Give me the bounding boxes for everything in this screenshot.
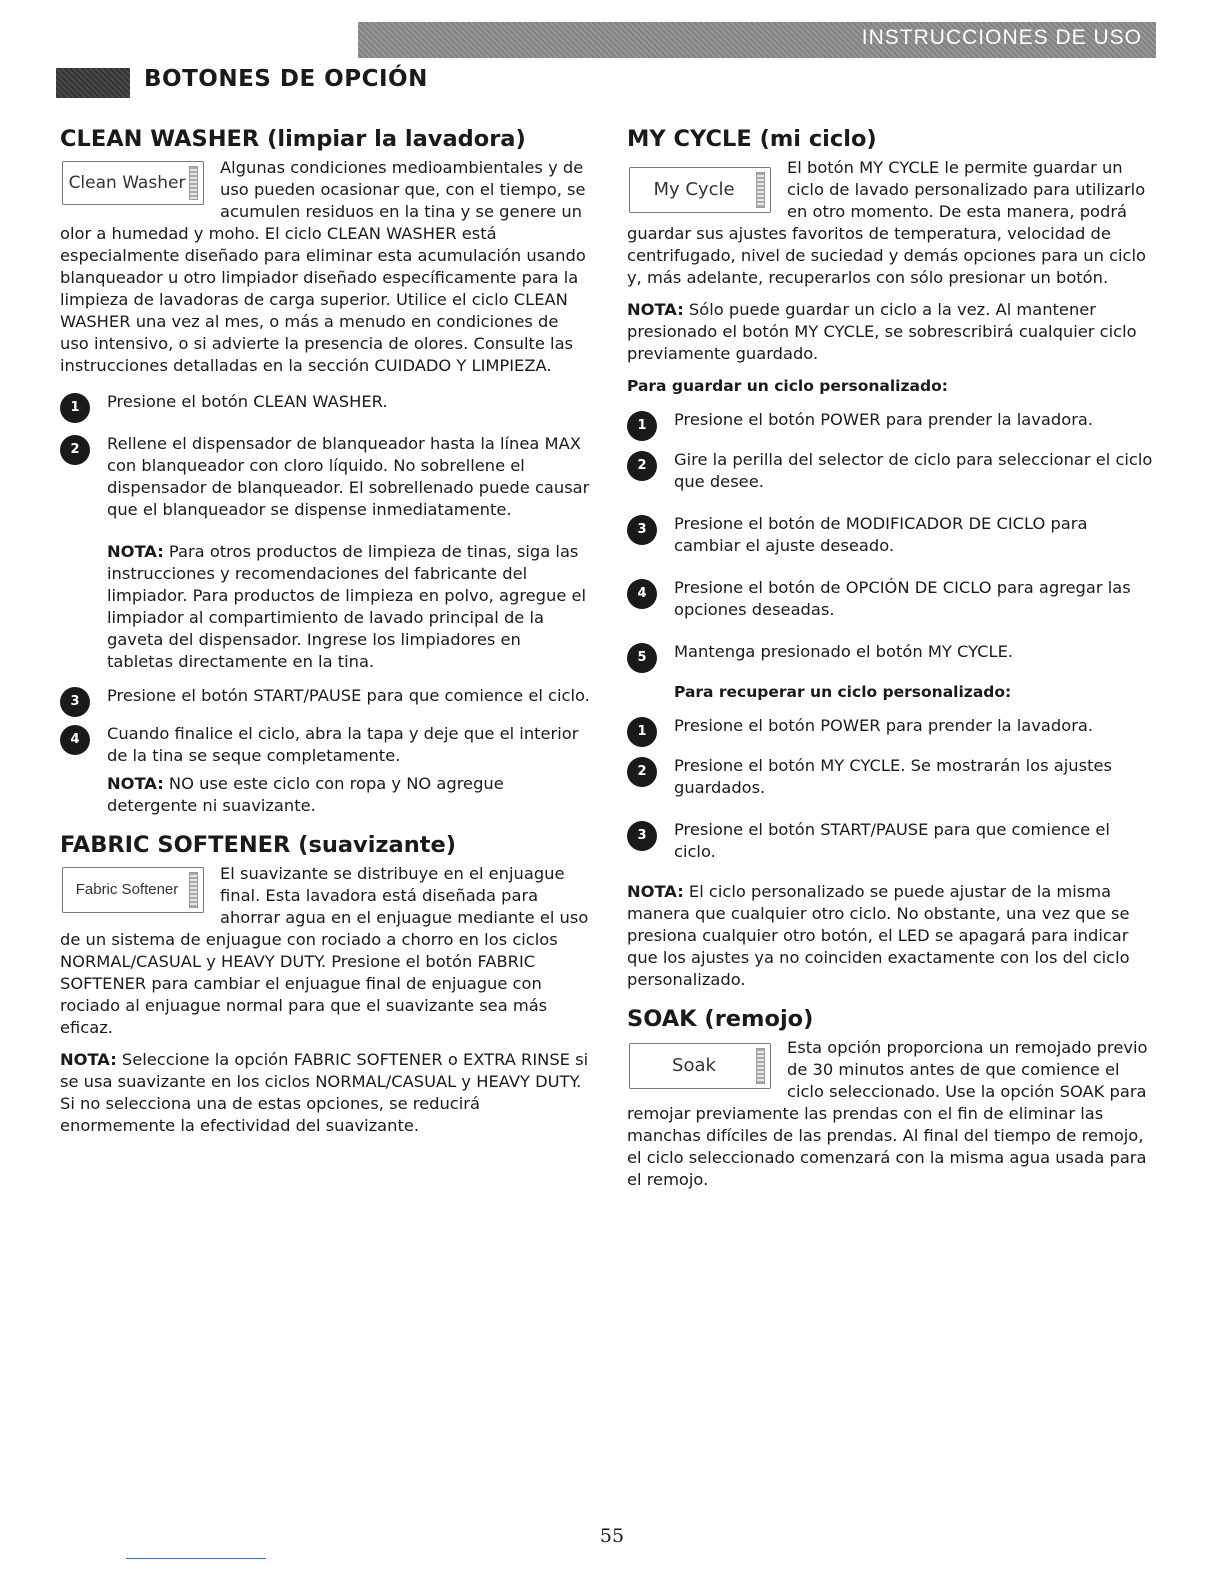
step-number-badge: 2 <box>60 435 90 465</box>
soak-button-image <box>629 1043 771 1089</box>
recall-step-1: 1 Presione el botón POWER para prender la lavadora. <box>627 715 1154 737</box>
clean-washer-button-label: Clean Washer <box>68 173 186 193</box>
step-number-badge: 1 <box>627 717 657 747</box>
step-number-badge: 4 <box>627 579 657 609</box>
button-ridge <box>189 166 198 200</box>
footer-rule <box>126 1558 266 1559</box>
clean-washer-note-2: NOTA: NO use este ciclo con ropa y NO agregue detergente ni suavizante. <box>107 774 504 815</box>
save-step-4: 4 Presione el botón de OPCIÓN DE CICLO para agregar las opciones deseadas. <box>627 577 1154 621</box>
soak-intro: Soak Esta opción proporciona un remojado previo de 30 minutos antes de que comience el ciclo seleccionado. Use la opción SOAK para remojar previamente las prendas con el fin de eliminar las manchas difíciles de las prendas. Al final del tiempo de remojo, el ciclo seleccionado comenzará con la misma agua usada para el remojo. <box>627 1038 1148 1189</box>
clean-washer-button-image <box>62 161 204 205</box>
step-number-badge: 5 <box>627 643 657 673</box>
section-marker <box>56 68 130 98</box>
my-cycle-note-1: NOTA: Sólo puede guardar un ciclo a la vez. Al mantener presionado el botón MY CYCLE, se sobrescribirá cualquier ciclo previamente guardado. <box>627 300 1137 363</box>
step-number-badge: 1 <box>60 393 90 423</box>
step-number-badge: 4 <box>60 725 90 755</box>
save-cycle-heading: Para guardar un ciclo personalizado: <box>627 377 948 395</box>
clean-washer-step-4: 4 Cuando finalice el ciclo, abra la tapa y deje que el interior de la tina se seque completamente. <box>60 723 590 767</box>
my-cycle-note-2: NOTA: El ciclo personalizado se puede ajustar de la misma manera que cualquier otro ciclo. No obstante, una vez que se presiona cualquier otro botón, el LED se apagará para indicar que los ajustes ya no coinciden exactamente con los del ciclo personalizado. <box>627 882 1130 989</box>
fabric-softener-intro: Fabric Softener El suavizante se distribuye en el enjuague final. Esta lavadora está diseñada para ahorrar agua en el enjuague mediante el uso de un sistema de enjuague con rociado a chorro en los ciclos NORMAL/CASUAL y HEAVY DUTY. Presione el botón FABRIC SOFTENER para cambiar el enjuague final de enjuague con rociado al enjuague normal para que el suavizante sea más eficaz. <box>60 864 589 1037</box>
my-cycle-button-image <box>629 167 771 213</box>
section-title: BOTONES DE OPCIÓN <box>144 66 428 92</box>
my-cycle-intro: My Cycle El botón MY CYCLE le permite guardar un ciclo de lavado personalizado para utilizarlo en otro momento. De esta manera, podrá guardar sus ajustes favoritos de temperatura, velocidad de centrifugado, nivel de suciedad y demás opciones para un ciclo y, más adelante, recuperarlos con sólo presionar un botón. <box>627 158 1146 287</box>
step-number-badge: 3 <box>627 515 657 545</box>
fabric-softener-note: NOTA: Seleccione la opción FABRIC SOFTENER o EXTRA RINSE si se usa suavizante en los ciclos NORMAL/CASUAL y HEAVY DUTY. Si no selecciona una de estas opciones, se reducirá enormemente la efectividad del suavizante. <box>60 1050 589 1135</box>
clean-washer-intro: Clean Washer Algunas condiciones medioambientales y de uso pueden ocasionar que, con el tiempo, se acumulen residuos en la tina y se genere un olor a humedad y moho. El ciclo CLEAN WASHER está especialmente diseñado para eliminar esta acumulación usando blanqueador u otro limpiador diseñado específicamente para la limpieza de lavadoras de carga superior. Utilice el ciclo CLEAN WASHER una vez al mes, o más a menudo en condiciones de uso intensivo, o si advierte la presencia de olores. Consulte las instrucciones detalladas en la sección CUIDADO Y LIMPIEZA. <box>60 158 586 375</box>
save-step-3: 3 Presione el botón de MODIFICADOR DE CICLO para cambiar el ajuste deseado. <box>627 513 1154 557</box>
button-ridge <box>189 872 198 908</box>
button-ridge <box>756 1048 765 1084</box>
step-number-badge: 1 <box>627 411 657 441</box>
clean-washer-step-3: 3 Presione el botón START/PAUSE para que comience el ciclo. <box>60 685 590 707</box>
step-number-badge: 2 <box>627 757 657 787</box>
step-number-badge: 3 <box>627 821 657 851</box>
recall-cycle-heading: Para recuperar un ciclo personalizado: <box>674 683 1012 701</box>
soak-button-label: Soak <box>672 1055 716 1076</box>
header-title: INSTRUCCIONES DE USO <box>861 26 1142 49</box>
save-step-5: 5 Mantenga presionado el botón MY CYCLE. <box>627 641 1154 663</box>
page-number: 55 <box>599 1525 625 1547</box>
clean-washer-note-1: NOTA: Para otros productos de limpieza de tinas, siga las instrucciones y recomendaciones del fabricante del limpiador. Para productos de limpieza en polvo, agregue el limpiador al compartimiento de lavado principal de la gaveta del dispensador. Ingrese los limpiadores en tabletas directamente en la tina. <box>107 542 587 671</box>
recall-step-3: 3 Presione el botón START/PAUSE para que comience el ciclo. <box>627 819 1154 863</box>
soak-heading: SOAK (remojo) <box>627 1006 814 1032</box>
my-cycle-heading: MY CYCLE (mi ciclo) <box>627 126 877 152</box>
save-step-1: 1 Presione el botón POWER para prender la lavadora. <box>627 409 1154 431</box>
step-number-badge: 2 <box>627 451 657 481</box>
save-step-2: 2 Gire la perilla del selector de ciclo para seleccionar el ciclo que desee. <box>627 449 1154 493</box>
step-number-badge: 3 <box>60 687 90 717</box>
my-cycle-button-label: My Cycle <box>653 179 735 200</box>
recall-step-2: 2 Presione el botón MY CYCLE. Se mostrarán los ajustes guardados. <box>627 755 1154 799</box>
button-ridge <box>756 172 765 208</box>
fabric-softener-heading: FABRIC SOFTENER (suavizante) <box>60 832 457 858</box>
header-bar <box>358 22 1156 58</box>
clean-washer-step-2: 2 Rellene el dispensador de blanqueador hasta la línea MAX con blanqueador con cloro líquido. No sobrellene el dispensador de blanqueador. El sobrellenado puede causar que el blanqueador se dispense inmediatamente. <box>60 433 590 521</box>
left-column <box>60 125 590 1147</box>
fabric-softener-button-label: Fabric Softener <box>75 881 179 898</box>
fabric-softener-button-image <box>62 867 204 913</box>
clean-washer-step-1: 1 Presione el botón CLEAN WASHER. <box>60 391 590 413</box>
clean-washer-heading: CLEAN WASHER (limpiar la lavadora) <box>60 126 526 152</box>
right-column <box>627 125 1154 1201</box>
